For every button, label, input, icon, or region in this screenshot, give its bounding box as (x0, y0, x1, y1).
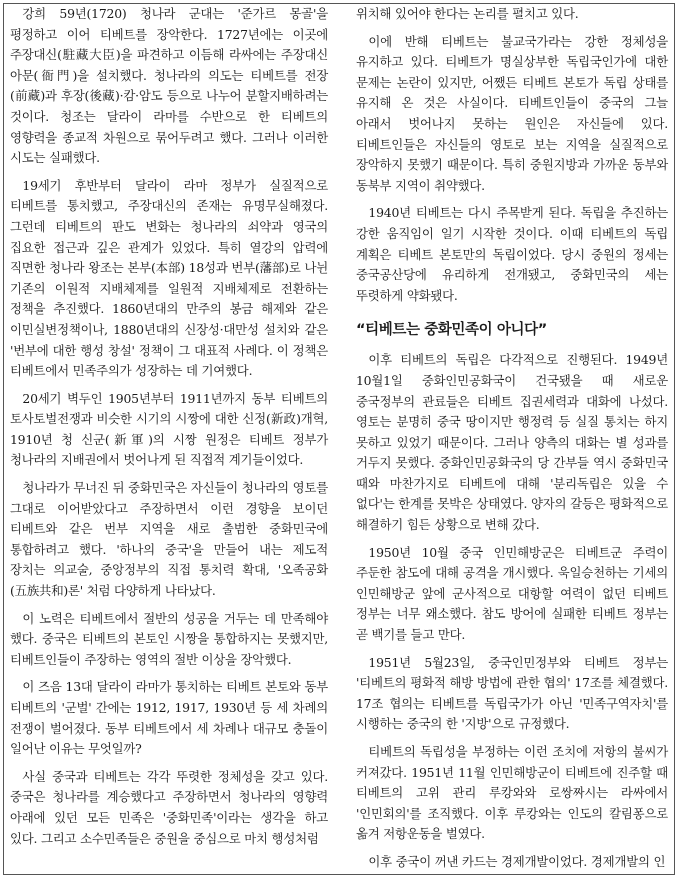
paragraph: 사실 중국과 티베트는 각각 뚜렷한 정체성을 갖고 있다. 중국은 청나라를 계승했다고 주장하면서 청나라의 영향력 아래에 있던 모든 민족은 '중화민족'이라는 생각을 하고 있다. 그리고 소수민족들은 중원을 중심으로 마치 행성처럼 (10, 768, 328, 846)
paragraph: 티베트의 독립성을 부정하는 이런 조치에 저항의 불씨가 커져갔다. 1951년 11월 인민해방군이 티베트에 진주할 때 티베트의 고위 관리 루캉와와 로쌍짜시는 라싸에서 '인민회의'를 조직했다. 이후 루캉와는 인도의 칼림퐁으로 옮겨 저항운동을 벌였다. (356, 744, 668, 842)
paragraph: 이 즈음 13대 달라이 라마가 통치하는 티베트 본토와 동부 티베트의 '군벌' 간에는 1912, 1917, 1930년 등 세 차례의 전쟁이 벌어졌다. 동부 티베트에서 세 차례나 대규모 충돌이 일어난 이유는 무엇일까? (10, 679, 328, 757)
paragraph: 1951년 5월23일, 중국인민정부와 티베트 정부는 '티베트의 평화적 해방 방법에 관한 협의' 17조를 체결했다. 17조 협의는 티베트를 독립국가가 아닌 '민족구역자치'를 시행하는 중국의 한 '지방'으로 규정했다. (356, 654, 668, 732)
paragraph: 1940년 티베트는 다시 주목받게 된다. 독립을 추진하는 강한 움직임이 일기 시작한 것이다. 이때 티베트의 독립 계획은 티베트 본토만의 독립이었다. 당시 중원의 정세는 중국공산당에 유리하게 전개됐고, 중화민국의 세는 뚜렷하게 약화됐다. (356, 205, 668, 303)
paragraph: 강희 59년(1720) 청나라 군대는 '준가르 몽골'을 평정하고 이어 티베트를 장악한다. 1727년에는 이곳에 주장대신(駐藏大臣)을 파견하고 이듬해 라싸에는 주장대신 아문(衙門)을 설치했다. 청나라의 의도는 티베트를 전장(前藏)과 후장(後藏)·캄·암도 등으로 나누어 분할지배하려는 것이다. 청조는 달라이 라마를 수반으로 한 티베트의 영향력을 종교적 차원으로 묶어두려고 했다. 그러나 이러한 시도는 실패했다. (10, 6, 328, 166)
article-right-column (356, 4, 668, 880)
article-left-column (10, 4, 328, 856)
paragraph: 청나라가 무너진 뒤 중화민국은 자신들이 청나라의 영토를 그대로 이어받았다고 주장하면서 이런 경향을 보이던 티베트와 같은 번부 지역을 새로 출범한 중화민국에 통합하려고 했다. '하나의 중국'을 만들어 내는 제도적 장치는 의교술, 중앙정부의 직접 통치력 확대, '오족공화(五族共和)론' 처럼 다양하게 나타났다. (10, 480, 328, 599)
paragraph: 이후 티베트의 독립은 다각적으로 진행된다. 1949년 10월1일 중화인민공화국이 건국됐을 때 새로운 중국정부의 관료들은 티베트 집권세력과 대화에 나섰다. 영토는 분명히 중국 땅이지만 행정력 등 실질 통치는 하지 못하고 있었기 때문이다. 그러나 양측의 대화는 별 성과를 거두지 못했다. 중화인민공화국의 당 간부들 역시 중화민국 때와 마찬가지로 티베트에 대해 '분리독립은 있을 수 없다'는 한계를 못박은 상태였다. 양자의 갈등은 평화적으로 해결하기 힘든 상황으로 변해 갔다. (356, 352, 668, 533)
paragraph: 20세기 벽두인 1905년부터 1911년까지 동부 티베트의 토사토벌전쟁과 비슷한 시기의 시짱에 대한 신정(新政)개혁, 1910년 청 신군(新軍)의 시짱 원정은 티베트 정부가 청나라의 지배권에서 벗어나게 된 직접적 계기들이었다. (10, 390, 328, 468)
paragraph: 이후 중국이 꺼낸 카드는 경제개발이었다. 경제개발의 인 (368, 853, 666, 869)
paragraph-continued: 위치해 있어야 한다는 논리를 펼치고 있다. (356, 6, 579, 21)
paragraph: 19세기 후반부터 달라이 라마 정부가 실질적으로 티베트를 통치했고, 주장대신의 존재는 유명무실해졌다. 그런데 티베트의 판도 변화는 청나라의 쇠약과 영국의 집요한 접근과 깊은 관계가 있었다. 특히 열강의 압력에 직면한 청나라 왕조는 본부(本部) 18성과 번부(藩部)로 나뉜 기존의 이원적 지배체제를 일원적 지배체제로 전환하는 정책을 추진했다. 1860년대의 만주의 봉금 해제와 같은 이민실변정책이나, 1880년대의 신장성·대만성 설치와 같은 '번부에 대한 행성 창설' 정책이 그 대표적 사례다. 이 정책은 티베트에서 민족주의가 성장하는 데 기여했다. (10, 177, 328, 379)
paragraph: 1950년 10월 중국 인민해방군은 티베트군 주력이 주둔한 참도에 대해 공격을 개시했다. 욱일승천하는 기세의 인민해방군 앞에 군사적으로 대항할 여력이 없던 티베트 정부는 너무 왜소했다. 참도 방어에 실패한 티베트 정부는 곧 백기를 들고 만다. (356, 544, 668, 643)
section-heading: “티베트는 중화민족이 아니다” (356, 322, 547, 339)
paragraph: 이에 반해 티베트는 불교국가라는 강한 정체성을 유지하고 있다. 티베트가 명실상부한 독립국인가에 대한 문제는 논란이 있지만, 어쨌든 티베트 본토가 독립 상태를 유지해 온 것은 사실이다. 티베트인들이 중국의 그늘 아래서 벗어나지 못하는 원인은 자신들에 있다. 티베트인들은 자신들의 영토로 보는 지역을 실질적으로 장악하지 못했기 때문이다. 특히 중원지방과 가까운 동부와 동북부 지역이 취약했다. (356, 33, 668, 193)
paragraph: 이 노력은 티베트에서 절반의 성공을 거두는 데 만족해야 했다. 중국은 티베트의 본토인 시짱을 통합하지는 못했지만, 티베트인들이 주장하는 영역의 절반 이상을 장악했다. (10, 610, 328, 667)
